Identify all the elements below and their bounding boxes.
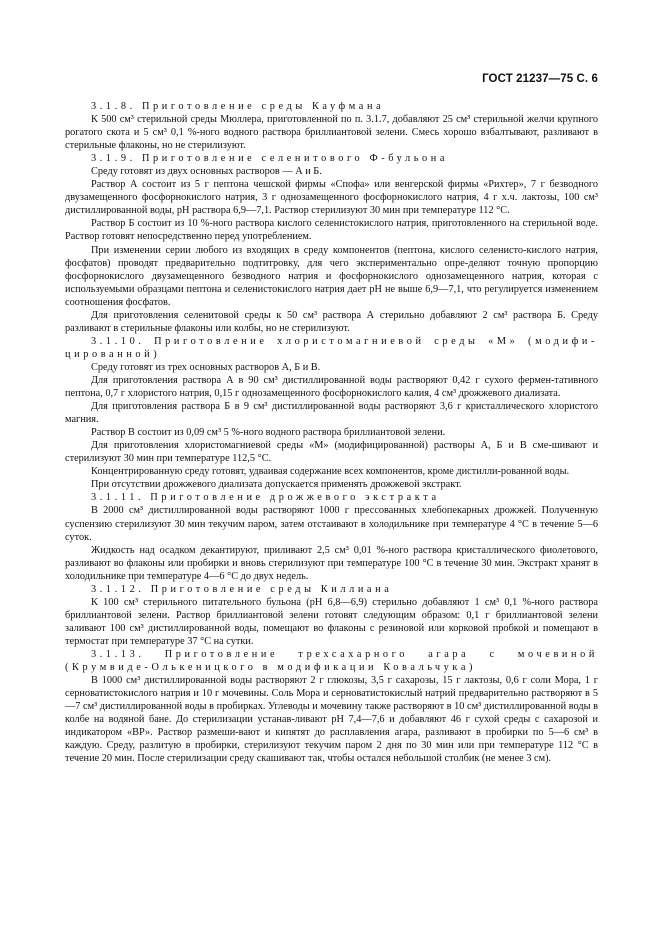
section-heading-3-1-11: 3.1.11. Приготовление дрожжевого экстракта [91,492,440,504]
paragraph: Жидкость над осадком декантируют, приливают 2,5 см³ 0,01 %-ного раствора кристаллического фиолетового, разливают во флаконы или пробирки и вновь стерилизуют при температуре 100 °С в течение 30 мин. Экстракт хранят в холодильнике при температуре 4—6 °С до двух недель. [65,544,598,582]
paragraph: Для приготовления раствора А в 90 см³ дистиллированной воды растворяют 0,42 г сухого фермен-тативного пептона, 0,7 г хлористого натрия, 0,15 г однозамещенного фосфорнокислого калия, 4 см³ дрожжевого диализата. [65,374,598,400]
document-body [65,100,598,765]
page-header: ГОСТ 21237—75 С. 6 [482,73,598,85]
paragraph: К 100 см³ стерильного питательного бульона (рН 6,8—6,9) стерильно добавляют 1 см³ 0,1 %-ного раствора бриллиантовой зелени. Раствор бриллиантовой зелени готовят следующим образом: 0,1 г бриллиантовой зелени заливают 100 см³ дистиллированной воды, помещают во флаконы с резиновой или корковой пробкой и помещают в термостат при температуре 37 °С на сутки. [65,596,598,647]
section-heading-3-1-8: 3.1.8. Приготовление среды Кауфмана [91,101,385,112]
section-heading-3-1-13: 3.1.13. Приготовление трехсахарного агара с мочевиной (Крумвиде-Олькеницкого в модификации Ковальчука) [65,648,598,674]
paragraph: Среду готовят из двух основных растворов — А и Б. [91,166,322,178]
section-heading-3-1-9: 3.1.9. Приготовление селенитового Ф-бульона [91,153,449,165]
paragraph: Раствор В состоит из 0,09 см³ 5 %-ного водного раствора бриллиантовой зелени. [91,427,446,439]
paragraph: В 2000 см³ дистиллированной воды растворяют 1000 г прессованных хлебопекарных дрожжей. Полученную суспензию стерилизуют 30 мин текучим паром, затем отстаивают в холодильнике при температуре 4 °С в течение 5—6 суток. [65,505,598,543]
paragraph: К 500 см³ стерильной среды Мюллера, приготовленной по п. 3.1.7, добавляют 25 см³ стерильной желчи крупного рогатого скота и 5 см³ 0,1 %-ного водного раствора бриллиантовой зелени. Смесь хорошо взбалтывают, разливают в стерильные флаконы, но не стерилизуют. [65,114,598,152]
section-heading-3-1-10: 3.1.10. Приготовление хлористомагниевой среды «М» (модифи-цированной) [65,335,598,360]
paragraph: В 1000 см³ дистиллированной воды растворяют 2 г глюкозы, 3,5 г сахарозы, 15 г лактозы, 0,6 г соли Мора, 1 г серноватистокислого натрия и 10 г мочевины. Соль Мора и серноватистокислый натрий предварительно растворяют в 5—7 см³ дистиллированной воды в пробирках. Углеводы и мочевину также растворяют в 10 см³ дистиллированной воды в колбе на водяной бане. До стерилизации устанав-ливают рН 7,4—7,6 и добавляют 46 г сухой среды с сахарозой и индикатором «ВР». Раствор размеши-вают и кипятят до расплавления агара, разливают в пробирки по 5—6 см³ в каждую. Среду, разлитую в пробирки, стерилизуют текучим паром 2 дня по 30 мин или при температуре 112 °С в течение 20 мин. После стерилизации среду скашивают так, чтобы остался небольшой столбик (не менее 3 см). [65,675,598,765]
paragraph: При изменении серии любого из входящих в среду компонентов (пептона, кислого селенисто-кислого натрия, фосфатов) проводят предварительно подтитровку, для чего экспериментально опре-деляют точную пропорцию фосфорнокислого двузамещенного безводного натрия и фосфорнокислого однозамещенного натрия, которая с используемыми образцами пептона и селенистокислого натрия дает рН не выше 6,9—7,1, что регулируется изменением соотношения фосфатов. [65,244,598,308]
paragraph: Раствор А состоит из 5 г пептона чешской фирмы «Спофа» или венгерской фирмы «Рихтер», 7 г безводного двузамещенного фосфорнокислого натрия, 3 г однозамещенного фосфорнокислого натрия, 4 г х.ч. лактозы, 100 см³ дистиллированной воды, рН раствора 6,9—7,1. Раствор стерилизуют 30 мин при температуре 112 °С. [65,179,598,217]
paragraph: Концентрированную среду готовят, удваивая содержание всех компонентов, кроме дистилли-рованной воды. [91,466,570,478]
paragraph: Среду готовят из трех основных растворов А, Б и В. [91,361,321,373]
paragraph: Для приготовления хлористомагниевой среды «М» (модифицированной) растворы А, Б и В сме-шивают и стерилизуют 30 мин при температуре 112,5 °С. [65,440,598,465]
paragraph: Для приготовления раствора Б в 9 см³ дистиллированной воды растворяют 3,6 г кристаллического хлористого магния. [65,401,598,426]
section-heading-3-1-12: 3.1.12. Приготовление среды Киллиана [91,583,393,595]
paragraph: Для приготовления селенитовой среды к 50 см³ раствора А стерильно добавляют 2 см³ раствора Б. Среду разливают в стерильные флаконы или колбы, но не стерилизуют. [65,309,598,334]
paragraph: Раствор Б состоит из 10 %-ного раствора кислого селенистокислого натрия, приготовленного на стерильной воде. Раствор готовят непосредственно перед употреблением. [65,218,598,243]
paragraph: При отсутствии дрожжевого диализата допускается применять дрожжевой экстракт. [91,479,462,491]
